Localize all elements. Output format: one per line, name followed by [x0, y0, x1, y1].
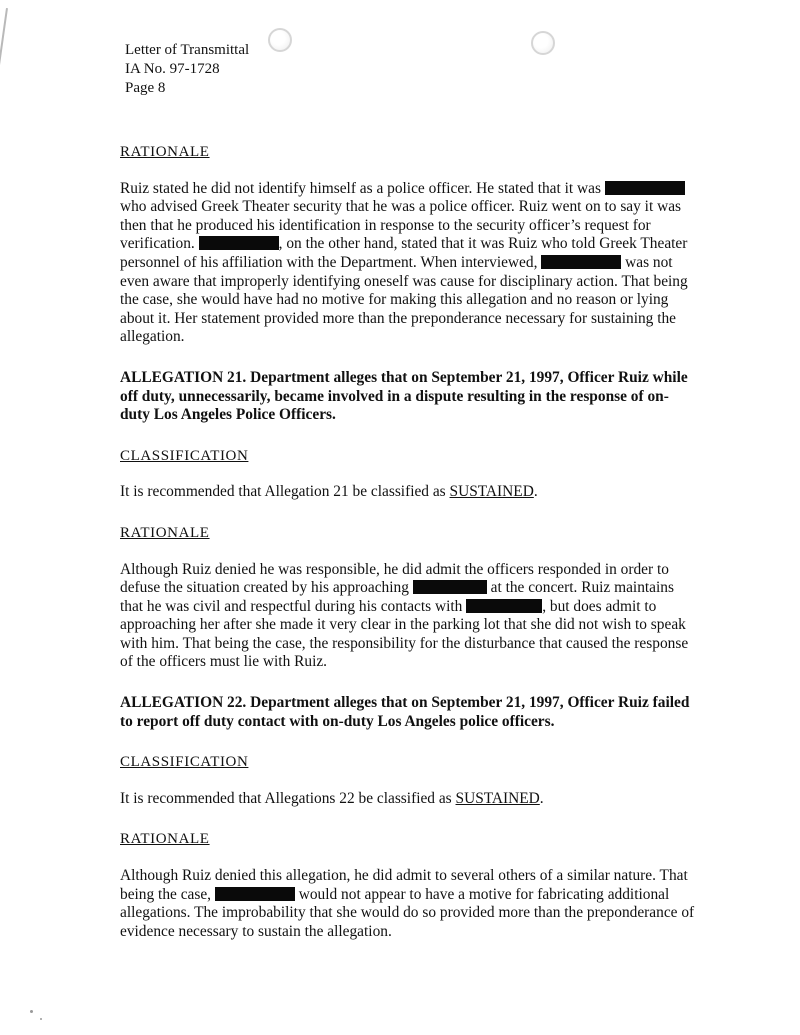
- redaction-bar: [541, 255, 621, 269]
- text-run: , on the other hand, stated that it was Ruiz who told Greek Theater personnel of his affiliation with the Department. When interviewed,: [120, 235, 688, 271]
- redaction-bar: [605, 181, 685, 195]
- document-body: [120, 143, 695, 941]
- rationale-paragraph-22: [120, 867, 695, 941]
- classification-text-22: [120, 790, 695, 809]
- text-run: at the concert. Ruiz maintains that he was civil and respectful during his contacts with: [120, 579, 674, 615]
- header-title: Letter of Transmittal: [125, 42, 250, 58]
- text-run: It is recommended that Allegations 22 be classified as: [120, 789, 456, 807]
- header-ia-number: IA No. 97-1728: [125, 61, 220, 77]
- header-page-number: Page 8: [125, 80, 166, 96]
- text-run: Although Ruiz denied he was responsible, he did admit the officers responded in order to defuse the situation created by his approaching: [120, 560, 669, 597]
- classification-heading-21: CLASSIFICATION: [120, 447, 249, 464]
- rationale-heading-21: RATIONALE: [120, 524, 210, 541]
- scan-edge-mark: [0, 8, 8, 68]
- allegation-22-text: ALLEGATION 22. Department alleges that on September 21, 1997, Officer Ruiz failed to report off duty contact with on-duty Los Angeles police officers.: [120, 694, 690, 730]
- rationale-paragraph-21: [120, 561, 695, 673]
- redaction-bar: [413, 580, 487, 594]
- text-run: was not even aware that improperly identifying oneself was cause for disciplinary action. That being the case, she would have had no motive for making this allegation and no reason or lying about it. Her statement provided more than the preponderance necessary for sustaining the allegation.: [120, 253, 688, 346]
- classification-value-22: SUSTAINED: [455, 789, 540, 807]
- redaction-bar: [199, 236, 279, 250]
- rationale-heading-1: RATIONALE: [120, 144, 210, 160]
- text-run: , but does admit to approaching her after she made it very clear in the parking lot that she did not wish to speak with him. That being the case, the responsibility for the disturbance that caused the response of the officers must lie with Ruiz.: [120, 597, 689, 671]
- text-run: would not appear to have a motive for fabricating additional allegations. The improbability that she would do so provided more than the preponderance of evidence necessary to sustain the allegation.: [120, 885, 695, 940]
- rationale-paragraph-1: [120, 180, 695, 347]
- text-run: who advised Greek Theater security that he was a police officer. Ruiz went on to say it was then that he produced his identification in response to the security officer’s request for verification.: [120, 198, 682, 253]
- text-run: .: [539, 789, 544, 807]
- punch-hole-right: [531, 31, 555, 55]
- redaction-bar: [466, 599, 542, 613]
- text-run: Although Ruiz denied this allegation, he did admit to several others of a similar nature. That being the case,: [120, 867, 688, 903]
- scan-speck: [40, 1018, 42, 1020]
- classification-text-21: [120, 483, 695, 502]
- page-header: [125, 41, 249, 98]
- classification-value-21: SUSTAINED: [449, 483, 534, 501]
- scan-speck: [30, 1010, 33, 1013]
- allegation-21-text: ALLEGATION 21. Department alleges that on September 21, 1997, Officer Ruiz while off duty, unnecessarily, became involved in a dispute resulting in the response of on-duty Los Angeles Police Officers.: [120, 368, 688, 424]
- redaction-bar: [215, 887, 295, 901]
- text-run: .: [533, 483, 538, 501]
- text-run: It is recommended that Allegation 21 be classified as: [120, 483, 450, 501]
- classification-heading-22: CLASSIFICATION: [120, 754, 249, 771]
- punch-hole-left: [268, 28, 292, 52]
- rationale-heading-22: RATIONALE: [120, 831, 210, 848]
- text-run: Ruiz stated he did not identify himself as a police officer. He stated that it was: [120, 179, 601, 197]
